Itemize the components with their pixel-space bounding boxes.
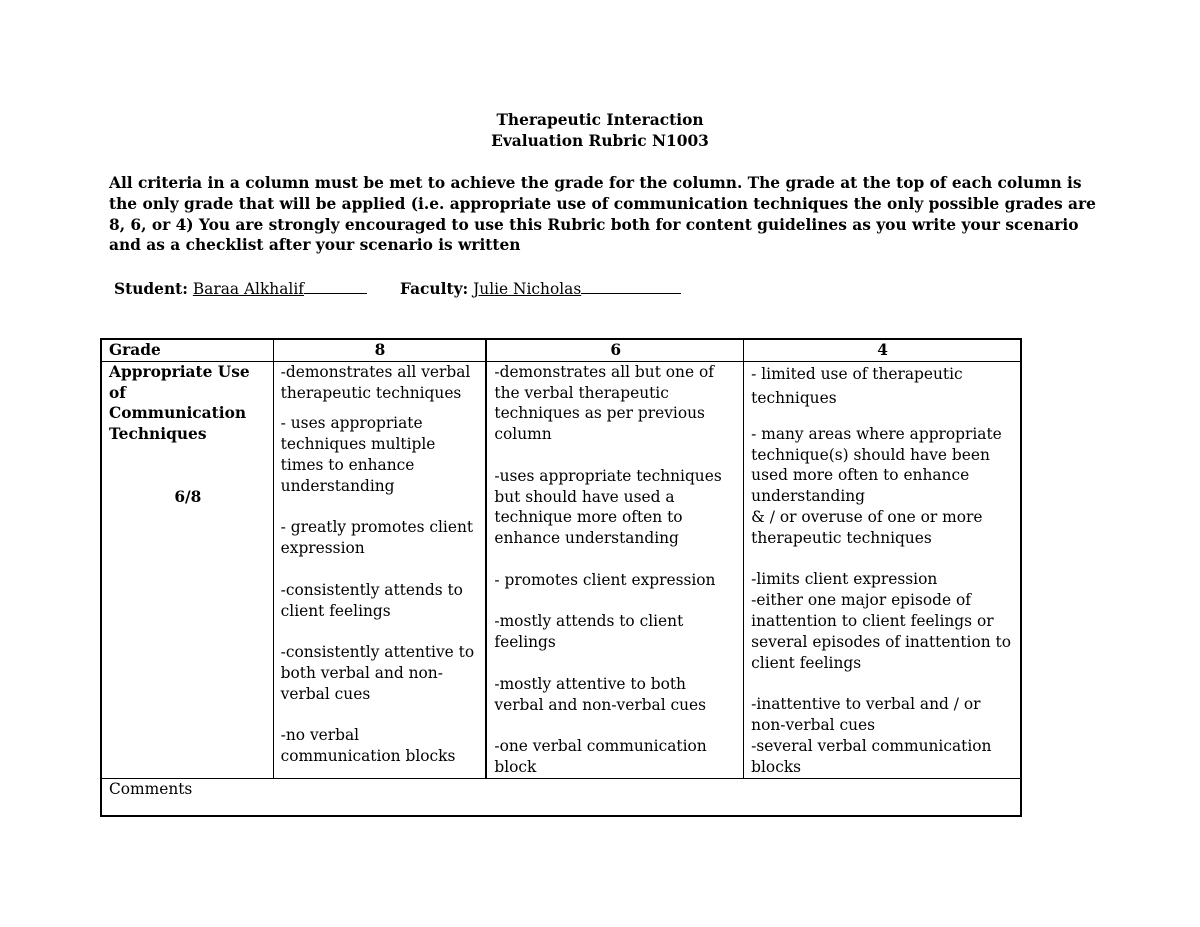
instructions-paragraph: All criteria in a column must be met to achieve the grade for the column. The grade at the top of each column is the only grade that will be applied (i.e. appropriate use of communication techniques the only possible grades are 8, 6, or 4) You are strongly encouraged to use this Rubric both for content guidelines as you write your scenario and as a checklist after your scenario is written [109, 174, 1096, 255]
grade-4-cell [744, 361, 1021, 778]
faculty-underline [581, 277, 681, 294]
grade-4-item: - many areas where appropriate technique(s) should have been used more often to enhance understanding [751, 424, 1002, 506]
header-grade-4: 4 [744, 339, 1021, 361]
grade-6-item: -uses appropriate techniques but should have used a technique more often to enhance understanding [494, 466, 722, 548]
header-grade-6: 6 [486, 339, 743, 361]
student-field [114, 277, 367, 300]
grade-4-item: -several verbal communication blocks [751, 736, 992, 776]
criterion-line: Appropriate Use of [109, 362, 250, 402]
grade-4-item: -inattentive to verbal and / or non-verbal cues [751, 695, 981, 734]
grade-8-item: -demonstrates all verbal therapeutic techniques [280, 362, 471, 402]
grade-8-item: - greatly promotes client expression [280, 518, 474, 558]
table-row [101, 361, 1021, 778]
document-subtitle: Evaluation Rubric N1003 [491, 132, 709, 150]
grade-6-item: - promotes client expression [494, 570, 716, 589]
faculty-label: Faculty: [400, 280, 469, 298]
grade-6-item: -mostly attends to client feelings [494, 612, 684, 652]
grade-4-item: - limited use of therapeutic techniques [751, 364, 963, 407]
grade-6-item: -demonstrates all but one of the verbal therapeutic techniques as per previous column [494, 362, 714, 444]
grade-6-item: -mostly attentive to both verbal and non-verbal cues [494, 674, 707, 714]
faculty-name: Julie Nicholas [473, 280, 582, 298]
table-header-row [101, 339, 1021, 361]
student-label: Student: [114, 280, 188, 298]
rubric-table [100, 338, 1022, 817]
grade-8-item: -consistently attentive to both verbal and non-verbal cues [280, 643, 475, 703]
faculty-field [400, 277, 681, 300]
grade-4-item: & / or overuse of one or more therapeutic techniques [751, 507, 983, 547]
header-grade: Grade [101, 339, 273, 361]
student-name: Baraa Alkhalif [192, 280, 304, 298]
student-underline [304, 277, 367, 294]
grade-8-cell [273, 361, 486, 778]
grade-8-item: -consistently attends to client feelings [280, 580, 463, 620]
grade-6-cell [486, 361, 743, 778]
grade-6-item: -one verbal communication block [494, 737, 707, 776]
header-grade-8: 8 [273, 339, 486, 361]
criterion-line: Techniques [109, 425, 207, 444]
grade-4-item: -limits client expression [751, 570, 938, 589]
criterion-score: 6/8 [174, 487, 202, 506]
grade-8-item: - uses appropriate techniques multiple times to enhance understanding [280, 414, 436, 495]
criterion-cell [101, 361, 273, 778]
grade-4-item: -either one major episode of inattention to client feelings or several episodes of inattention to client feelings [751, 591, 1011, 672]
grade-8-item: -no verbal communication blocks [280, 726, 456, 766]
comments-row [101, 778, 1021, 816]
document-title: Therapeutic Interaction [496, 111, 704, 129]
comments-cell: Comments [101, 778, 1021, 816]
criterion-line: Communication [109, 404, 247, 423]
